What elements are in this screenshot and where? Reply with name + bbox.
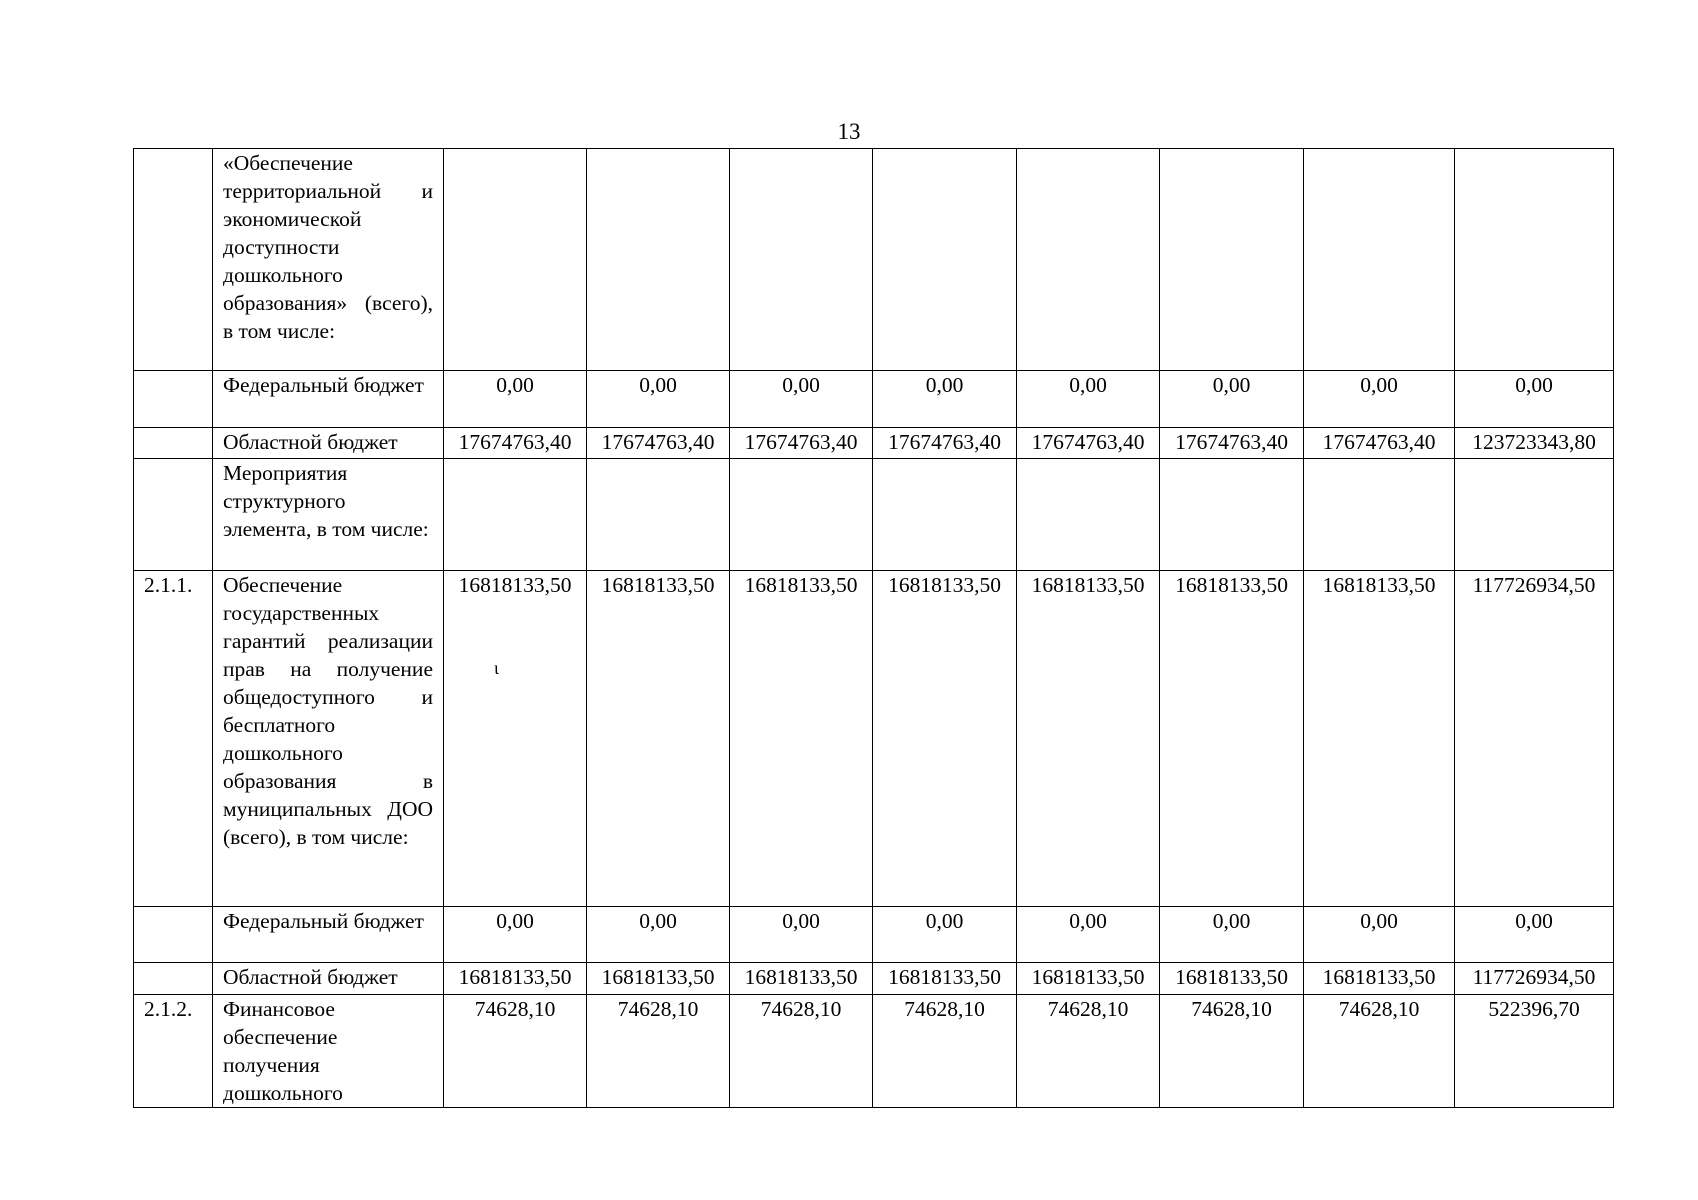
value-cell: 0,00 — [1304, 907, 1455, 963]
value-cell: 0,00 — [1160, 371, 1304, 428]
table-row — [134, 149, 1614, 371]
row-number-cell: 2.1.2. — [134, 995, 213, 1108]
row-name-cell: Обеспечение государственных гарантий реализации прав на получение общедоступного и бесплатного дошкольного образования в муниципальных ДОО (всего), в том числе: — [213, 571, 444, 907]
value-cell: 0,00 — [587, 907, 730, 963]
value-cell: 0,00 — [444, 907, 587, 963]
value-cell — [1160, 149, 1304, 371]
value-cell: 0,00 — [444, 371, 587, 428]
value-cell — [1017, 459, 1160, 571]
row-number-cell — [134, 149, 213, 371]
row-name-cell: Областной бюджет — [213, 428, 444, 459]
value-cell: 17674763,40 — [1304, 428, 1455, 459]
value-cell: 17674763,40 — [444, 428, 587, 459]
value-cell — [587, 149, 730, 371]
table-row — [134, 459, 1614, 571]
value-cell: 74628,10 — [587, 995, 730, 1108]
row-number-cell — [134, 907, 213, 963]
value-cell — [444, 459, 587, 571]
value-cell — [730, 149, 873, 371]
value-cell: 522396,70 — [1455, 995, 1614, 1108]
value-cell: 16818133,50 — [873, 963, 1017, 995]
value-cell: 0,00 — [873, 907, 1017, 963]
row-name-cell: Областной бюджет — [213, 963, 444, 995]
value-cell: 0,00 — [587, 371, 730, 428]
table-row — [134, 963, 1614, 995]
value-cell — [1160, 459, 1304, 571]
row-number-cell: 2.1.1. — [134, 571, 213, 907]
value-cell: 0,00 — [1017, 907, 1160, 963]
value-cell: 74628,10 — [1304, 995, 1455, 1108]
table-row — [134, 428, 1614, 459]
value-cell: 16818133,50 — [1304, 571, 1455, 907]
value-cell: 16818133,50 — [587, 963, 730, 995]
value-cell: 16818133,50 — [1304, 963, 1455, 995]
value-cell: 16818133,50 — [730, 571, 873, 907]
value-cell: 0,00 — [873, 371, 1017, 428]
value-cell: 17674763,40 — [730, 428, 873, 459]
row-name-cell: Финансовое обеспечение получения дошкольного — [213, 995, 444, 1108]
value-cell: 17674763,40 — [873, 428, 1017, 459]
value-cell: 74628,10 — [444, 995, 587, 1108]
value-cell — [730, 459, 873, 571]
value-cell: 16818133,50 — [1017, 963, 1160, 995]
value-cell — [873, 149, 1017, 371]
value-cell: 16818133,50 — [1160, 571, 1304, 907]
value-cell — [1304, 149, 1455, 371]
row-number-cell — [134, 963, 213, 995]
value-cell: 16818133,50 — [730, 963, 873, 995]
table-row — [134, 995, 1614, 1108]
value-cell: 0,00 — [730, 907, 873, 963]
value-cell — [1455, 459, 1614, 571]
value-cell: 16818133,50 — [587, 571, 730, 907]
page-number: 13 — [837, 119, 861, 144]
value-cell — [587, 459, 730, 571]
table-row — [134, 907, 1614, 963]
row-number-cell — [134, 459, 213, 571]
value-cell: 16818133,50 — [1160, 963, 1304, 995]
value-cell: 17674763,40 — [1017, 428, 1160, 459]
value-cell: 0,00 — [730, 371, 873, 428]
value-cell: 74628,10 — [873, 995, 1017, 1108]
table-row — [134, 571, 1614, 907]
value-cell: 17674763,40 — [1160, 428, 1304, 459]
value-cell: 117726934,50 — [1455, 963, 1614, 995]
value-cell: 16818133,50 — [1017, 571, 1160, 907]
value-cell: 16818133,50 — [444, 963, 587, 995]
row-name-cell: «Обеспечение территориальной и экономической доступности дошкольного образования» (всего), в том числе: — [213, 149, 444, 371]
value-cell: 16818133,50 — [444, 571, 587, 907]
value-cell: 123723343,80 — [1455, 428, 1614, 459]
row-name-cell: Мероприятия структурного элемента, в том числе: — [213, 459, 444, 571]
value-cell: 16818133,50 — [873, 571, 1017, 907]
table-body — [134, 149, 1614, 1108]
value-cell: 74628,10 — [1017, 995, 1160, 1108]
value-cell: 0,00 — [1160, 907, 1304, 963]
stray-mark: ɩ — [494, 658, 499, 678]
value-cell: 117726934,50 — [1455, 571, 1614, 907]
value-cell — [1455, 149, 1614, 371]
row-number-cell — [134, 428, 213, 459]
value-cell — [873, 459, 1017, 571]
row-number-cell — [134, 371, 213, 428]
value-cell: 0,00 — [1455, 907, 1614, 963]
row-name-cell: Федеральный бюджет — [213, 371, 444, 428]
budget-table — [133, 148, 1614, 1108]
table-row — [134, 371, 1614, 428]
value-cell: 74628,10 — [730, 995, 873, 1108]
value-cell: 0,00 — [1304, 371, 1455, 428]
value-cell: 0,00 — [1017, 371, 1160, 428]
row-name-cell: Федеральный бюджет — [213, 907, 444, 963]
value-cell — [444, 149, 587, 371]
value-cell: 17674763,40 — [587, 428, 730, 459]
value-cell: 74628,10 — [1160, 995, 1304, 1108]
value-cell — [1304, 459, 1455, 571]
value-cell: 0,00 — [1455, 371, 1614, 428]
value-cell — [1017, 149, 1160, 371]
